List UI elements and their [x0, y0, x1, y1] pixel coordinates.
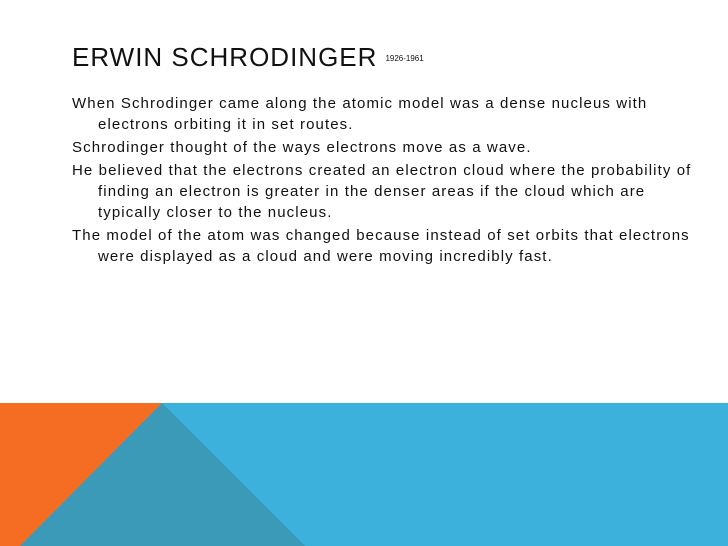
paragraph-2: Schrodinger thought of the ways electrons move as a wave.: [72, 139, 532, 156]
paragraph-3: He believed that the electrons created an electron cloud where the probability of finding an electron is greater in the denser areas if the cloud which are typically closer to the nucleus.: [72, 162, 692, 221]
title-years: 1926-1961: [385, 54, 424, 63]
title-text: ERWIN SCHRODINGER: [72, 42, 378, 72]
paragraph-4: The model of the atom was changed because instead of set orbits that electrons were displayed as a cloud and were moving incredibly fast.: [72, 227, 690, 265]
paragraph-1: When Schrodinger came along the atomic model was a dense nucleus with electrons orbiting it in set routes.: [72, 95, 648, 133]
